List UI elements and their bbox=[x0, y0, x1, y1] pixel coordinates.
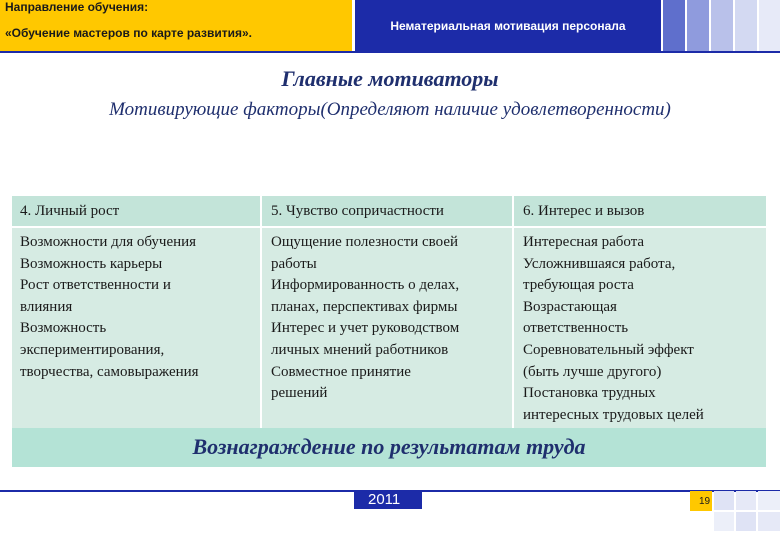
list-item: Ощущение полезности своей bbox=[271, 234, 459, 250]
list-item: интересных трудовых целей bbox=[523, 406, 704, 423]
list-item: влияния bbox=[20, 298, 73, 315]
decor-square bbox=[736, 491, 756, 510]
list-item: Интересная работа bbox=[523, 234, 645, 250]
list-item: Возрастающая bbox=[523, 298, 617, 315]
list-item: экспериментирования, bbox=[20, 341, 165, 358]
decor-square bbox=[711, 0, 733, 51]
column-body-personal-growth bbox=[20, 232, 199, 383]
list-item: Информированность о делах, bbox=[271, 277, 460, 294]
header-direction-panel bbox=[0, 0, 352, 51]
slide-subtitle: Мотивирующие факторы(Определяют наличие удовлетворенности) bbox=[109, 99, 671, 120]
list-item: Соревновательный эффект bbox=[523, 341, 694, 358]
list-item: Усложнившаяся работа, bbox=[523, 255, 676, 272]
list-item: Совместное принятие bbox=[271, 363, 411, 380]
column-header-personal-growth: 4. Личный рост bbox=[20, 203, 120, 219]
motivators-table bbox=[12, 196, 766, 428]
list-item: Интерес и учет руководством bbox=[271, 320, 460, 337]
decor-square bbox=[687, 0, 709, 51]
list-item: творчества, самовыражения bbox=[20, 363, 199, 380]
decor-square bbox=[758, 512, 780, 531]
decor-square bbox=[663, 0, 685, 51]
list-item: требующая роста bbox=[523, 277, 634, 294]
list-item: планах, перспективах фирмы bbox=[271, 298, 458, 315]
decor-square bbox=[736, 512, 756, 531]
row-divider bbox=[12, 226, 766, 228]
list-item: работы bbox=[271, 255, 317, 272]
column-divider bbox=[260, 196, 262, 428]
list-item: Возможность карьеры bbox=[20, 255, 163, 272]
page-number-badge bbox=[690, 491, 712, 511]
decor-square bbox=[714, 512, 734, 531]
list-item: Постановка трудных bbox=[523, 385, 656, 402]
list-item: Возможность bbox=[20, 320, 107, 337]
column-body-belonging bbox=[271, 232, 459, 405]
column-body-interest-challenge bbox=[523, 232, 704, 426]
list-item: ответственность bbox=[523, 320, 629, 337]
direction-value: «Обучение мастеров по карте развития». bbox=[5, 26, 252, 40]
decor-square bbox=[735, 0, 757, 51]
reward-banner-text: Вознаграждение по результатам труда bbox=[192, 434, 586, 459]
header-topic-panel bbox=[355, 0, 661, 51]
slide-title: Главные мотиваторы bbox=[281, 66, 499, 91]
column-header-interest-challenge: 6. Интерес и вызов bbox=[523, 203, 645, 219]
list-item: (быть лучше другого) bbox=[523, 363, 662, 380]
direction-label: Направление обучения: bbox=[5, 0, 149, 14]
page-number: 19 bbox=[699, 496, 711, 507]
topic-title: Нематериальная мотивация персонала bbox=[390, 19, 626, 33]
column-divider bbox=[512, 196, 514, 428]
list-item: Рост ответственности и bbox=[20, 277, 171, 294]
year-text: 2011 bbox=[368, 491, 401, 508]
year-badge bbox=[354, 491, 422, 509]
decor-square bbox=[759, 0, 780, 51]
decor-square bbox=[714, 491, 734, 510]
reward-banner bbox=[12, 428, 766, 467]
list-item: Возможности для обучения bbox=[20, 234, 197, 250]
list-item: личных мнений работников bbox=[271, 341, 449, 358]
list-item: решений bbox=[271, 385, 328, 402]
header-divider bbox=[0, 51, 780, 53]
column-header-belonging: 5. Чувство сопричастности bbox=[271, 203, 444, 219]
decor-square bbox=[758, 491, 780, 510]
